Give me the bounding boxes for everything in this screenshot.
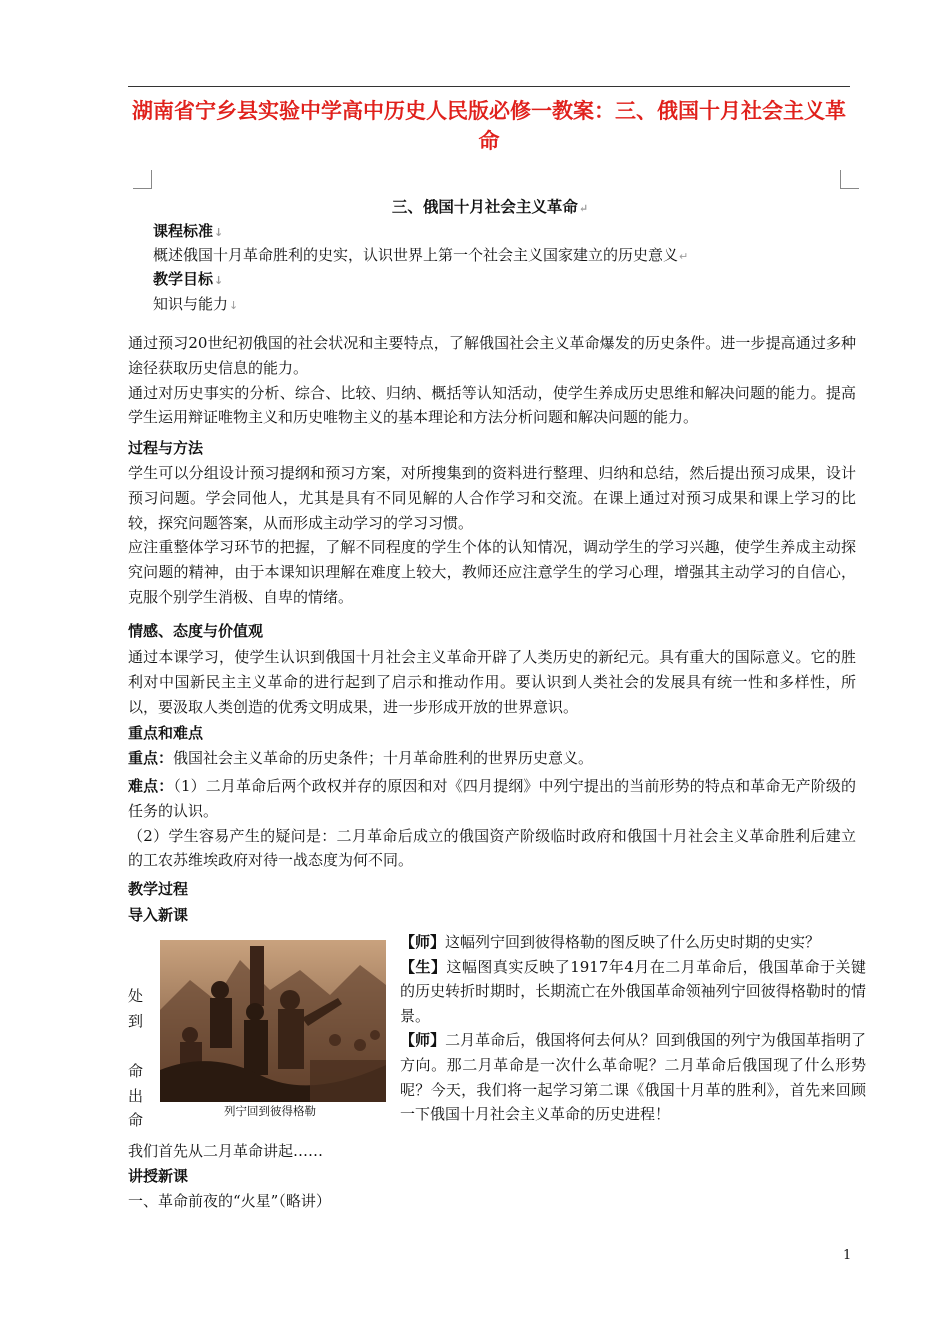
header-rule [128,86,850,87]
photo-caption: 列宁回到彼得格勒 [224,1104,316,1118]
difficulty-1: 难点：（1）二月革命后两个政权并存的原因和对《四月提纲》中列宁提出的当前形势的特点和革命无产阶级的任务的认识。 [128,777,856,820]
focus-line: 重点：俄国社会主义革命的历史条件；十月革命胜利的世界历史意义。 [128,749,594,767]
intro-dialog [400,930,866,1127]
difficulty-2: （2）学生容易产生的疑问是：二月革命后成立的俄国资产阶级临时政府和俄国十月社会主义革命胜利后建立的工农苏维埃政府对待一战态度为何不同。 [128,826,856,870]
knowledge-paragraphs [128,331,856,430]
document-title: 湖南省宁乡县实验中学高中历史人民版必修一教案：三、俄国十月社会主义革命 [132,98,846,153]
corner-mark-left [133,170,152,189]
course-standard-text: 概述俄国十月革命胜利的史实，认识世界上第一个社会主义国家建立的历史意义↵ [153,246,689,264]
course-standard-heading: 课程标准↓ [153,222,224,240]
margin-char-3: 命 [128,1062,144,1080]
emotion-heading: 情感、态度与价值观 [128,622,264,640]
process-paragraphs [128,461,856,610]
margin-char-2: 到 [128,1012,144,1030]
dialog-teacher-2: 【师】二月革命后，俄国将何去何从？回到俄国的列宁为俄国革指明了方向。那二月革命是一次什么革命呢？二月革命后俄国现了什么形势呢？今天，我们将一起学习第二课《俄国十月革的胜利》，首先来回顾一下俄国十月社会主义革命的历史进程！ [400,1031,866,1124]
lesson-title: 三、俄国十月社会主义革命↵ [391,197,589,216]
page-number: 1 [843,1248,852,1263]
teach-heading: 讲授新课 [128,1167,189,1185]
lenin-returns-photo [160,940,386,1102]
section-one: 一、革命前夜的“火星”（略讲） [128,1192,331,1210]
goals-heading: 教学目标↓ [153,270,224,288]
process-paragraph-2: 应注重整体学习环节的把握，了解不同程度的学生个体的认知情况，调动学生的学习兴趣，使学生养成主动探究问题的精神，由于本课知识理解在难度上较大，教师还应注意学生的学习心理，增强其主动学习的自信心，克服个别学生消极、自卑的情绪。 [128,538,856,606]
knowledge-paragraph-2: 通过对历史事实的分析、综合、比较、归纳、概括等认知活动，使学生养成历史思维和解决问题的能力。提高学生运用辩证唯物主义和历史唯物主义的基本理论和方法分析问题和解决问题的能力。 [128,383,856,427]
dialog-teacher-1: 【师】这幅列宁回到彼得格勒的图反映了什么历史时期的史实？ [400,933,821,951]
difficulty-block [128,774,856,873]
process-method-heading: 过程与方法 [128,439,204,457]
margin-char-4: 出 [128,1087,144,1105]
teaching-process-heading: 教学过程 [128,880,189,898]
intro-heading: 导入新课 [128,906,189,924]
corner-mark-right [840,170,859,189]
process-paragraph-1: 学生可以分组设计预习提纲和预习方案，对所搜集到的资料进行整理、归纳和总结，然后提出预习成果，设计预习问题。学会同他人，尤其是具有不同见解的人合作学习和交流。在课上通过对预习成果和课上学习的比较，探究问题答案，从而形成主动学习的学习习惯。 [128,464,856,532]
knowledge-ability-heading: 知识与能力↓ [153,295,239,313]
closing-line: 我们首先从二月革命讲起…… [128,1142,324,1160]
knowledge-paragraph-1: 通过预习20世纪初俄国的社会状况和主要特点，了解俄国社会主义革命爆发的历史条件。进一步提高通过多种途径获取历史信息的能力。 [128,334,856,377]
dialog-student-1: 【生】这幅图真实反映了1917年4月在二月革命后，俄国革命于关键的历史转折时期时，长期流亡在外俄国革命领袖列宁回彼得格勒时的情景。 [400,957,866,1025]
margin-char-5: 命 [128,1111,144,1129]
emotion-paragraph: 通过本课学习，使学生认识到俄国十月社会主义革命开辟了人类历史的新纪元。具有重大的国际意义。它的胜利对中国新民主主义革命的进行起到了启示和推动作用。要认识到人类社会的发展具有统一性和多样性，所以，要汲取人类创造的优秀文明成果，进一步形成开放的世界意识。 [128,648,856,716]
margin-char-1: 处 [128,987,144,1005]
key-points-heading: 重点和难点 [128,724,204,742]
